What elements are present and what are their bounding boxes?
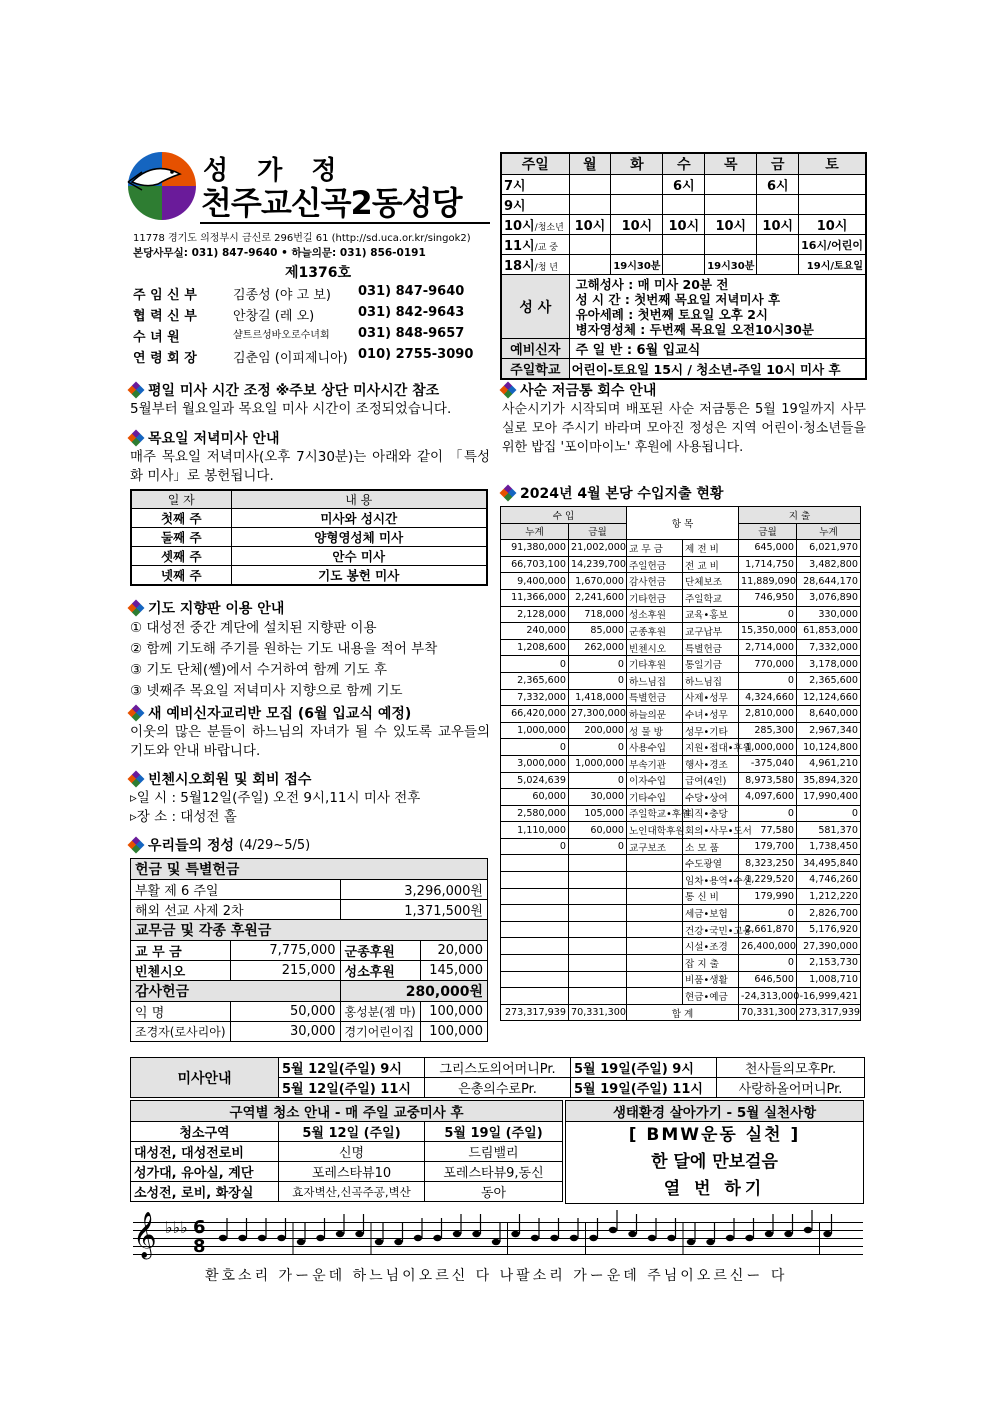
table-row: 0 0 기타후원 통일기금 770,000 3,178,000 [501, 656, 861, 673]
table-row: 2,128,000 718,000 성소후원 교육•홍보 0 330,000 [501, 606, 861, 623]
table-row: 해외 선교 사제 2차 1,371,500원 [131, 900, 488, 920]
table-row: 240,000 85,000 군종후원 교구납부 15,350,000 61,853,000 [501, 623, 861, 640]
eco-table [565, 1100, 864, 1204]
table-row: 1,110,000 60,000 노인대학후원 회의•사무•도서 77,580 581,370 [501, 822, 861, 839]
phone-numbers: 본당사무실: 031) 847-9640 • 하늘의문: 031) 856-0191 [133, 247, 426, 259]
diamond-bullet-icon [500, 382, 517, 399]
schedule-header: 주일 월 화 수 목 금 토 [501, 153, 866, 175]
table-subheader: 누계 금월 금월 누계 [501, 523, 861, 540]
table-header: 청소구역 5월 12일 (주일) 5월 19일 (주일) [131, 1122, 563, 1142]
table-row: 통 신 비 179,990 1,212,220 [501, 888, 861, 905]
staff-row: 수 녀 원 샬트르성바오로수녀회 031) 848-9657 [133, 326, 465, 345]
note-head [394, 1239, 402, 1245]
note-head [297, 1239, 305, 1245]
note-head [238, 1235, 246, 1241]
note-head [667, 1235, 675, 1241]
table-row: 잡 지 출 0 2,153,730 [501, 955, 861, 972]
note-head [648, 1235, 656, 1241]
notice-vincent: 빈첸시오회원 및 회비 접수 ▹일 시 : 5월12일(주일) 오전 9시,11시 미사 전후 ▹장 소 : 대성전 홀 [130, 769, 490, 827]
table-row: 세금•보험 0 2,826,700 [501, 905, 861, 922]
mass-guide-table [130, 1057, 865, 1098]
table-row: 60,000 30,000 기타수입 수당•상여 4,097,600 17,990,400 [501, 789, 861, 806]
table-row: 66,703,100 14,239,700 주일헌금 전 교 비 1,714,750 3,482,800 [501, 556, 861, 573]
note-head [258, 1235, 266, 1241]
note-head [511, 1231, 519, 1237]
table-row: 소성전, 로비, 화장실 효자벽산,신곡주공,벽산 동아 [131, 1182, 563, 1202]
note-head [414, 1235, 422, 1241]
note-head [531, 1235, 539, 1241]
table-header: 수 입 항 목 지 출 [501, 507, 861, 524]
address: 11778 경기도 의정부시 금신로 296번길 61 (http://sd.uca.or.kr/singok2) [133, 233, 471, 244]
music-staff [133, 1212, 863, 1258]
notice-weekday: 평일 미사 시간 조정 ※주보 상단 미사시간 참조 5월부터 월요일과 목요일 미사 시간이 조정되었습니다. [130, 380, 490, 419]
finance-title: 2024년 4월 본당 수입지출 현황 [502, 483, 723, 503]
note-head [375, 1239, 383, 1245]
table-row: 2,580,000 105,000 주일학교•후원 퇴직•충당 0 0 [501, 805, 861, 822]
staff-row: 협 력 신 부 안창길 (레 오) 031) 842-9643 [133, 305, 465, 324]
mass-guide-row: 5월 12일(주일) 11시 은총의수로Pr. 5월 19일(주일) 11시 사랑하올어머니Pr. [131, 1078, 865, 1098]
sunday-school-row: 주일학교 어린이-토요일 15시 / 청소년-주일 10시 미사 후 [501, 359, 866, 380]
table-row: 조경자(로사리아) 30,000 경기어린이집 100,000 [131, 1022, 488, 1042]
table-header: 일 자 내 용 [131, 490, 487, 509]
staff-row: 연 령 회 장 김춘임 (이피제니아) 010) 2755-3090 [133, 347, 474, 366]
sacrament-row: 성 사 고해성사 : 매 미사 20분 전 성 시 간 : 첫번째 목요일 저녁미사 후 유아세례 : 첫번째 토요일 오후 2시 병자영성체 : 두번째 목요일 오전10시30분 [501, 275, 866, 339]
mass-guide-row: 미사안내 5월 12일(주일) 9시 그리스도의어머니Pr. 5월 19일(주일) 9시 천사들의모후Pr. [131, 1058, 865, 1078]
treble-clef-icon: 𝄞 [133, 1212, 157, 1258]
note-head [784, 1231, 792, 1237]
note-head [550, 1235, 558, 1241]
notice-catechumen: 새 예비신자교리반 모집 (6월 입교식 예정) 이웃의 많은 분들이 하느님의 자녀가 될 수 있도록 교우들의 기도와 안내 바랍니다. [130, 703, 490, 761]
table-row: 0 0 사용수입 지원•접대•후원 1,000,000 10,124,800 [501, 739, 861, 756]
table-row: 3,000,000 1,000,000 부속기관 행사•경조 -375,040 4,961,210 [501, 755, 861, 772]
cleaning-table [130, 1100, 563, 1202]
table-row: 현금•예금 -24,313,000 -16,999,421 [501, 988, 861, 1005]
table-row: 익 명 50,000 홍성분(젬 마) 100,000 [131, 1002, 488, 1022]
schedule-row: 7시 6시 6시 [501, 175, 866, 195]
note-head [570, 1235, 578, 1241]
issue-number: 제1376호 [285, 265, 352, 281]
note-head [726, 1235, 734, 1241]
table-row: 건강•국민•고용 2,661,870 5,176,920 [501, 921, 861, 938]
table-row: 11,366,000 2,241,600 기타헌금 주일학교 746,950 3,076,890 [501, 589, 861, 606]
schedule-row: 18시/청 년 19시30분 19시30분 19시/토요일 [501, 255, 866, 275]
diamond-bullet-icon [128, 382, 145, 399]
diamond-bullet-icon [128, 600, 145, 617]
note-head [823, 1231, 831, 1237]
table-row: 1,208,600 262,000 빈첸시오 특별헌금 2,714,000 7,332,000 [501, 639, 861, 656]
mass-schedule-table [500, 152, 867, 380]
table-row: 부활 제 6 주일 3,296,000원 [131, 880, 488, 900]
title-top: 성 가 정 [203, 156, 347, 186]
diamond-bullet-icon [128, 837, 145, 854]
diamond-bullet-icon [128, 771, 145, 788]
eco-line: 열 번 하기 [663, 1179, 766, 1199]
staff-row: 주 임 신 부 김종성 (야 고 보) 031) 847-9640 [133, 284, 465, 303]
total-row: 273,317,939 70,331,300 합 계 70,331,300 273,317,939 [501, 1004, 861, 1021]
staff-list [133, 284, 493, 368]
note-head [492, 1239, 500, 1245]
song-lyrics: 환호소리 가ー운데 하느님이오르신 다 나팔소리 가ー운데 주님이오르신ー 다 [205, 1268, 788, 1284]
notice-thursday: 목요일 저녁미사 안내 매주 목요일 저녁미사(오후 7시30분)는 아래와 같이 「특성화 미사」로 봉헌됩니다. 일 자 내 용 첫째 주 미사와 성시간 둘째 주 양형영성체 미사 셋째 주 안수 미사 넷째 주 기도 봉헌 미사 [130, 428, 490, 586]
table-row: 1,000,000 200,000 성 물 방 성무•기타 285,300 2,967,340 [501, 722, 861, 739]
schedule-row: 11시/교 중 16시/어린이 [501, 235, 866, 255]
note-head [589, 1235, 597, 1241]
note-head [277, 1235, 285, 1241]
table-row: 7,332,000 1,418,000 특별헌금 사제•성무 4,324,660 12,124,660 [501, 689, 861, 706]
table-row: 교 무 금 7,775,000 군종후원 20,000 [131, 941, 488, 961]
finance-table [500, 506, 861, 1021]
table-row: 0 0 교구보조 소 모 품 179,700 1,738,450 [501, 838, 861, 855]
parish-logo [128, 152, 196, 220]
eco-line: [ BMW운동 실천 ] [628, 1125, 801, 1145]
section-header: 헌금 및 특별헌금 [135, 862, 240, 878]
table-row: 9,400,000 1,670,000 감사헌금 단체보조 11,889,090 28,644,170 [501, 573, 861, 590]
notice-lent: 사순 저금통 회수 안내 사순시기가 시작되며 배포된 사순 저금통은 5월 19일까지 사무실로 모아 주시기 바라며 모아진 정성은 지역 어린이·청소년들을 위한 밥집 '포이마이노' 후원에 사용됩니다. [502, 380, 866, 457]
key-signature-icon: ♭♭♭ [165, 1218, 188, 1237]
note-head [316, 1235, 324, 1241]
table-row: 빈첸시오 215,000 성소후원 145,000 [131, 961, 488, 981]
note-head [706, 1239, 714, 1245]
diamond-bullet-icon [128, 430, 145, 447]
note-head [219, 1235, 227, 1241]
note-head [628, 1231, 636, 1237]
note-head [355, 1231, 363, 1237]
note-head [472, 1231, 480, 1237]
table-row: 2,365,600 0 하느님집 하느님집 0 2,365,600 [501, 672, 861, 689]
table-row: 비품•생활 646,500 1,008,710 [501, 971, 861, 988]
offering-title: 우리들의 정성 (4/29~5/5) [130, 835, 310, 855]
table-row: 셋째 주 안수 미사 [131, 547, 487, 566]
note-head [765, 1231, 773, 1237]
schedule-row: 10시/청소년 10시 10시 10시 10시 10시 10시 [501, 215, 866, 235]
note-head [433, 1235, 441, 1241]
music-notes [213, 1212, 863, 1264]
thursday-mass-table [130, 489, 488, 586]
note-head [609, 1227, 617, 1233]
table-row: 66,420,000 27,300,000 하늘의문 수녀•성무 2,810,000 8,640,000 [501, 706, 861, 723]
note-head [745, 1235, 753, 1241]
offering-table: 헌금 및 특별헌금 부활 제 6 주일 3,296,000원 해외 선교 사제 2차 1,371,500원 교무금 및 각종 후원금 교 무 금 7,775,000 군종후원 20,000 빈첸시오 215,000 성소후원 145,000 감사헌금 280,000원 익 명 50,000 홍성분(젬 마) 100,000 조경자(로사리아) 30,000 경기어린이집 100,000 [130, 858, 488, 1042]
note-head [453, 1231, 461, 1237]
eco-title: 생태환경 살아가기 - 5월 실천사항 [566, 1101, 864, 1122]
catechumen-row: 예비신자 주 일 반 : 6월 입교식 [501, 339, 866, 359]
cleaning-title: 구역별 청소 안내 - 매 주일 교중미사 후 [131, 1101, 563, 1122]
table-row: 5,024,639 0 이자수입 급여(4인) 8,973,580 35,894,320 [501, 772, 861, 789]
eco-line: 한 달에 만보걸음 [651, 1152, 778, 1172]
table-row: 성가대, 유아실, 계단 포레스타뷰10 포레스타뷰9,동신 [131, 1162, 563, 1182]
section-header: 감사헌금 [131, 981, 341, 1002]
note-head [336, 1231, 344, 1237]
table-row: 둘째 주 양형영성체 미사 [131, 528, 487, 547]
table-row: 넷째 주 기도 봉헌 미사 [131, 566, 487, 586]
table-row: 임차•용역•수선 1,229,520 4,746,260 [501, 872, 861, 889]
page-title: 천주교신곡2동성당 [201, 184, 462, 222]
diamond-bullet-icon [500, 485, 517, 502]
schedule-row: 9시 [501, 195, 866, 215]
header-rule [200, 222, 490, 224]
table-row: 91,380,000 21,002,000 교 무 금 제 전 비 645,000 6,021,970 [501, 540, 861, 557]
note-head [687, 1239, 695, 1245]
table-row: 수도광열 8,323,250 34,495,840 [501, 855, 861, 872]
table-row: 대성전, 대성전로비 신명 드림밸리 [131, 1142, 563, 1162]
table-row: 첫째 주 미사와 성시간 [131, 509, 487, 528]
diamond-bullet-icon [128, 705, 145, 722]
time-signature-icon: 6 8 [193, 1217, 206, 1257]
table-row: 시설•조경 26,400,000 27,390,000 [501, 938, 861, 955]
notice-prayer-board: 기도 지향판 이용 안내 ① 대성전 중간 계단에 설치된 지향판 이용 ② 함께 기도해 주기를 원하는 기도 내용을 적어 부착 ③ 기도 단체(쎌)에서 수거하여 함께 기도 후 ③ 넷째주 목요일 저녁미사 지향으로 함께 기도 [130, 598, 490, 702]
section-header: 교무금 및 각종 후원금 [135, 923, 272, 939]
note-head [804, 1227, 812, 1233]
